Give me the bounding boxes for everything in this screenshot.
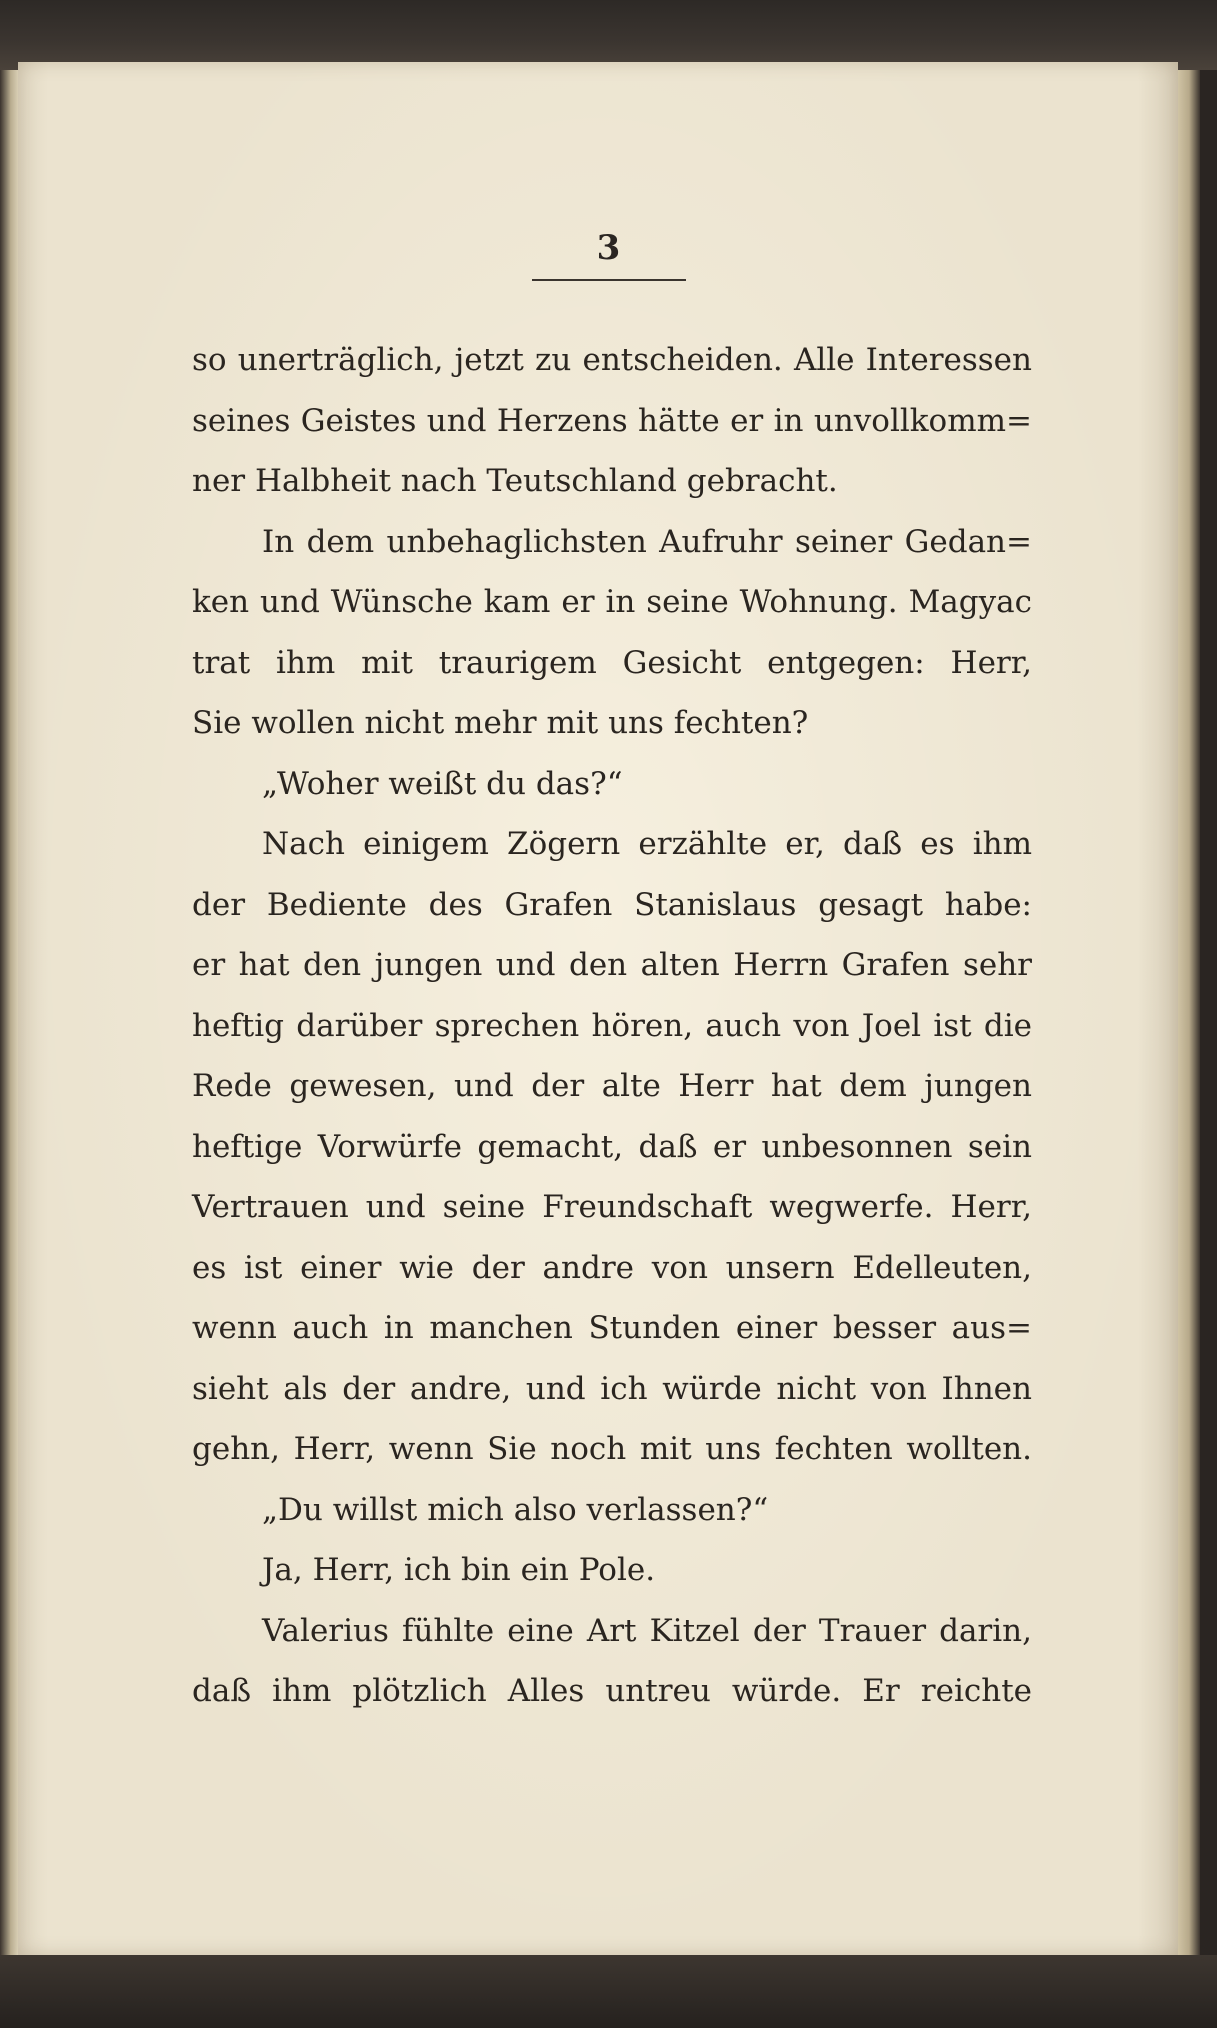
text-line: sieht als der andre, und ich würde nicht von Ihnen (192, 1370, 1032, 1407)
text-line: trat ihm mit traurigem Gesicht entgegen: Herr, (192, 644, 1032, 681)
text-line: ner Halbheit nach Teutschland gebracht. (192, 463, 838, 499)
text-line: seines Geistes und Herzens hätte er in unvollkomm= (192, 402, 1032, 439)
text-line: In dem unbehaglichsten Aufruhr seiner Gedan= (262, 523, 1032, 560)
body-text (192, 330, 1032, 1722)
text-line: heftige Vorwürfe gemacht, daß er unbesonnen sein (192, 1128, 1032, 1165)
book-edge-left (0, 70, 18, 1955)
text-line: es ist einer wie der andre von unsern Edelleuten, (192, 1249, 1032, 1286)
text-line: Nach einigem Zögern erzählte er, daß es ihm (262, 826, 1032, 862)
page-number: 3 (596, 228, 621, 268)
text-line: Valerius fühlte eine Art Kitzel der Trauer darin, (262, 1612, 1032, 1649)
text-line: ken und Wünsche kam er in seine Wohnung. Magyac (192, 584, 1032, 620)
text-line: wenn auch in manchen Stunden einer besser aus= (192, 1310, 1032, 1346)
book-binding-top (0, 0, 1217, 70)
text-line: Vertrauen und seine Freundschaft wegwerfe. Herr, (192, 1189, 1032, 1225)
text-line: heftig darüber sprechen hören, auch von Joel ist die (192, 1007, 1032, 1044)
text-line: „Du willst mich also verlassen?“ (262, 1491, 769, 1528)
text-line: so unerträglich, jetzt zu entscheiden. Alle Interessen (192, 342, 1032, 378)
text-line: er hat den jungen und den alten Herrn Grafen sehr (192, 947, 1032, 983)
text-line: der Bediente des Grafen Stanislaus gesagt habe: (192, 886, 1032, 923)
text-line: Ja, Herr, ich bin ein Pole. (262, 1552, 656, 1588)
text-line: daß ihm plötzlich Alles untreu würde. Er reichte (192, 1673, 1032, 1709)
text-line: gehn, Herr, wenn Sie noch mit uns fechten wollten. (192, 1431, 1032, 1467)
page-number-rule (532, 279, 686, 281)
text-line: Sie wollen nicht mehr mit uns fechten? (192, 705, 809, 741)
book-binding-bottom (0, 1955, 1217, 2028)
book-edge-right (1178, 70, 1200, 1955)
text-line: Rede gewesen, und der alte Herr hat dem jungen (192, 1068, 1032, 1104)
text-line: „Woher weißt du das?“ (262, 765, 623, 802)
